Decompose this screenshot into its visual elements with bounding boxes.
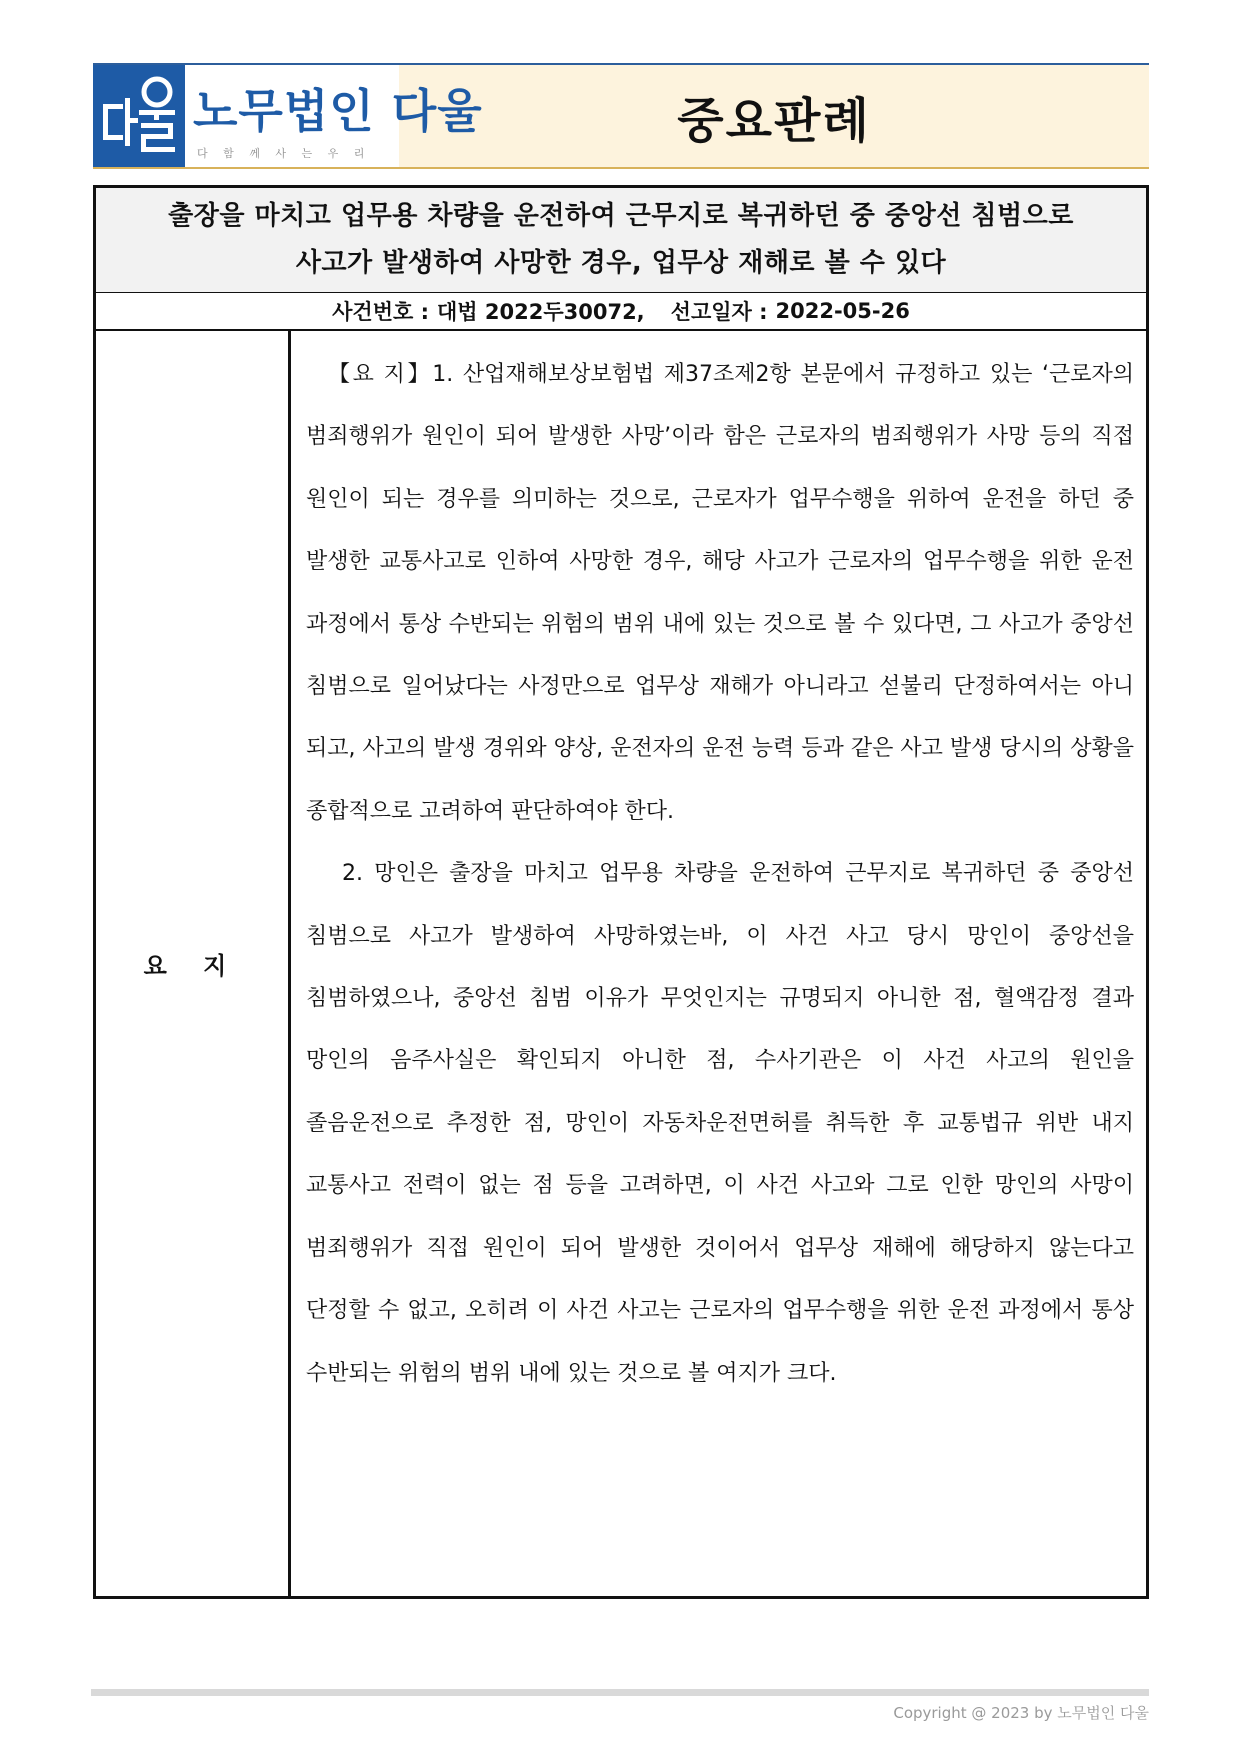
logo-slogan: 다 함 께 사 는 우 리 xyxy=(197,147,371,160)
summary-content xyxy=(294,331,1146,1596)
case-title-line: 출장을 마치고 업무용 차량을 운전하여 근무지로 복귀하던 중 중앙선 침범으로 xyxy=(168,201,1074,231)
copyright-text: Copyright @ 2023 by 노무법인 다울 xyxy=(893,1704,1149,1722)
section-label: 요 지 xyxy=(96,331,291,1596)
page-title: 중요판례 xyxy=(677,92,871,149)
case-title-cell xyxy=(96,188,1146,293)
case-table xyxy=(93,185,1149,1599)
summary-paragraph: 【요 지】1. 산업재해보상보험법 제37조제2항 본문에서 규정하고 있는 ‘근로자의 범죄행위가 원인이 되어 발생한 사망’이라 함은 근로자의 범죄행위가 사망 등의 직접 원인이 되는 경우를 의미하는 것으로, 근로자가 업무수행을 위하여 운전을 하던 중 발생한 교통사고로 인하여 사망한 경우, 해당 사고가 근로자의 업무수행을 위한 운전 과정에서 통상 수반되는 위험의 범위 내에 있는 것으로 볼 수 있다면, 그 사고가 중앙선 침범으로 일어났다는 사정만으로 업무상 재해가 아니라고 섣불리 단정하여서는 아니 되고, 사고의 발생 경위와 양상, 운전자의 운전 능력 등과 같은 사고 발생 당시의 상황을 종합적으로 고려하여 판단하여야 한다. xyxy=(306,362,1134,824)
header-banner xyxy=(93,63,1149,169)
case-title-line: 사고가 발생하여 사망한 경우, 업무상 재해로 볼 수 있다 xyxy=(295,248,947,278)
case-number: 대법 2022두30072, xyxy=(437,300,645,324)
summary-paragraph: 2. 망인은 출장을 마치고 업무용 차량을 운전하여 근무지로 복귀하던 중 중앙선 침범으로 사고가 발생하여 사망하였는바, 이 사건 사고 당시 망인이 중앙선을 침범하였으나, 중앙선 침범 이유가 무엇인지는 규명되지 아니한 점, 혈액감정 결과 망인의 음주사실은 확인되지 아니한 점, 수사기관은 이 사건 사고의 원인을 졸음운전으로 추정한 점, 망인이 자동차운전면허를 취득한 후 교통법규 위반 내지 교통사고 전력이 없는 점 등을 고려하면, 이 사건 사고와 그로 인한 망인의 사망이 범죄행위가 직접 원인이 되어 발생한 것이어서 업무상 재해에 해당하지 않는다고 단정할 수 없고, 오히려 이 사건 사고는 근로자의 업무수행을 위한 운전 과정에서 통상 수반되는 위험의 범위 내에 있는 것으로 볼 여지가 크다. xyxy=(306,861,1134,1386)
case-meta-row xyxy=(96,293,1146,331)
decision-date: 2022-05-26 xyxy=(775,299,910,323)
case-number-label: 사건번호 : xyxy=(332,300,429,324)
logo-company-name: 노무법인 다울 xyxy=(193,84,483,138)
decision-date-label: 선고일자 : xyxy=(670,300,768,324)
company-logo xyxy=(93,65,483,167)
footer-divider xyxy=(91,1689,1149,1696)
logo-mark-icon xyxy=(93,65,185,167)
